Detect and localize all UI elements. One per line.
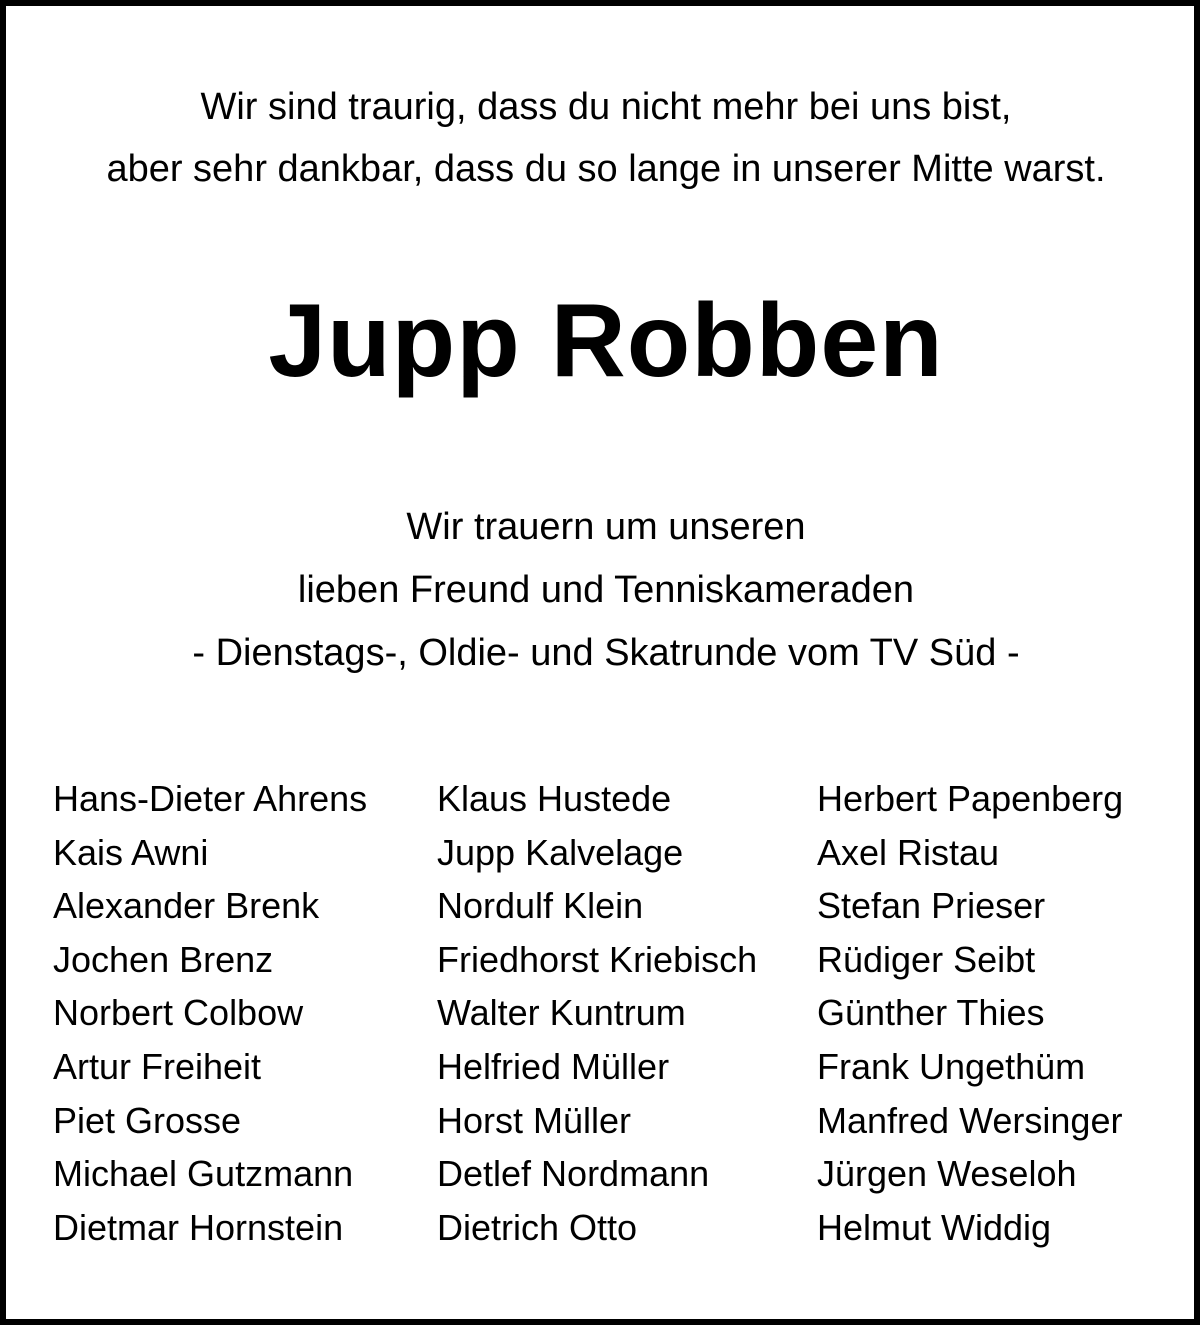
signatory-name: Günther Thies	[817, 992, 1045, 1034]
signatory-name: Helmut Widdig	[817, 1206, 1052, 1248]
signatory-name: Hans-Dieter Ahrens	[53, 778, 368, 819]
signatory-name: Klaus Hustede	[437, 778, 672, 819]
mourning-text	[6, 496, 1200, 685]
signatory-name: Kais Awni	[53, 831, 209, 873]
signatory-name: Frank Ungethüm	[817, 1045, 1086, 1087]
signatory-name: Jupp Kalvelage	[437, 831, 684, 873]
signatory-name: Stefan Prieser	[817, 885, 1046, 927]
signatory-name: Piet Grosse	[53, 1099, 242, 1141]
mourning-line-2: lieben Freund und Tenniskameraden	[297, 569, 915, 611]
signatory-name: Dietrich Otto	[437, 1206, 638, 1248]
quote-line-1: Wir sind traurig, dass du nicht mehr bei uns bist,	[200, 86, 1012, 128]
signatory-name: Axel Ristau	[817, 831, 1000, 873]
signatory-name: Rüdiger Seibt	[817, 938, 1036, 980]
signatory-name: Dietmar Hornstein	[53, 1206, 344, 1248]
signatory-name: Michael Gutzmann	[53, 1153, 354, 1195]
quote-line-2: aber sehr dankbar, dass du so lange in unserer Mitte warst.	[106, 148, 1106, 190]
signatory-name: Norbert Colbow	[53, 992, 304, 1034]
signatories-list	[6, 772, 1200, 1252]
signatory-name: Jochen Brenz	[53, 938, 274, 980]
signatory-name: Alexander Brenk	[53, 885, 320, 927]
signatory-name: Artur Freiheit	[53, 1045, 262, 1087]
signatory-name: Manfred Wersinger	[817, 1099, 1123, 1141]
opening-quote	[6, 76, 1200, 200]
signatory-name: Detlef Nordmann	[437, 1153, 710, 1195]
signatory-name: Friedhorst Kriebisch	[437, 938, 758, 980]
signatories-column-2	[437, 772, 757, 1254]
signatory-name: Horst Müller	[437, 1099, 632, 1141]
mourning-line-3: - Dienstags-, Oldie- und Skatrunde vom TV Süd -	[192, 632, 1020, 674]
signatory-name: Helfried Müller	[437, 1045, 670, 1087]
signatory-name: Herbert Papenberg	[817, 778, 1124, 819]
signatories-column-1	[53, 772, 367, 1254]
signatories-column-3	[817, 772, 1123, 1254]
signatory-name: Jürgen Weseloh	[817, 1153, 1077, 1195]
signatory-name: Walter Kuntrum	[437, 992, 686, 1034]
signatory-name: Nordulf Klein	[437, 885, 644, 927]
mourning-line-1: Wir trauern um unseren	[406, 506, 806, 548]
deceased-name: Jupp Robben	[268, 283, 944, 399]
